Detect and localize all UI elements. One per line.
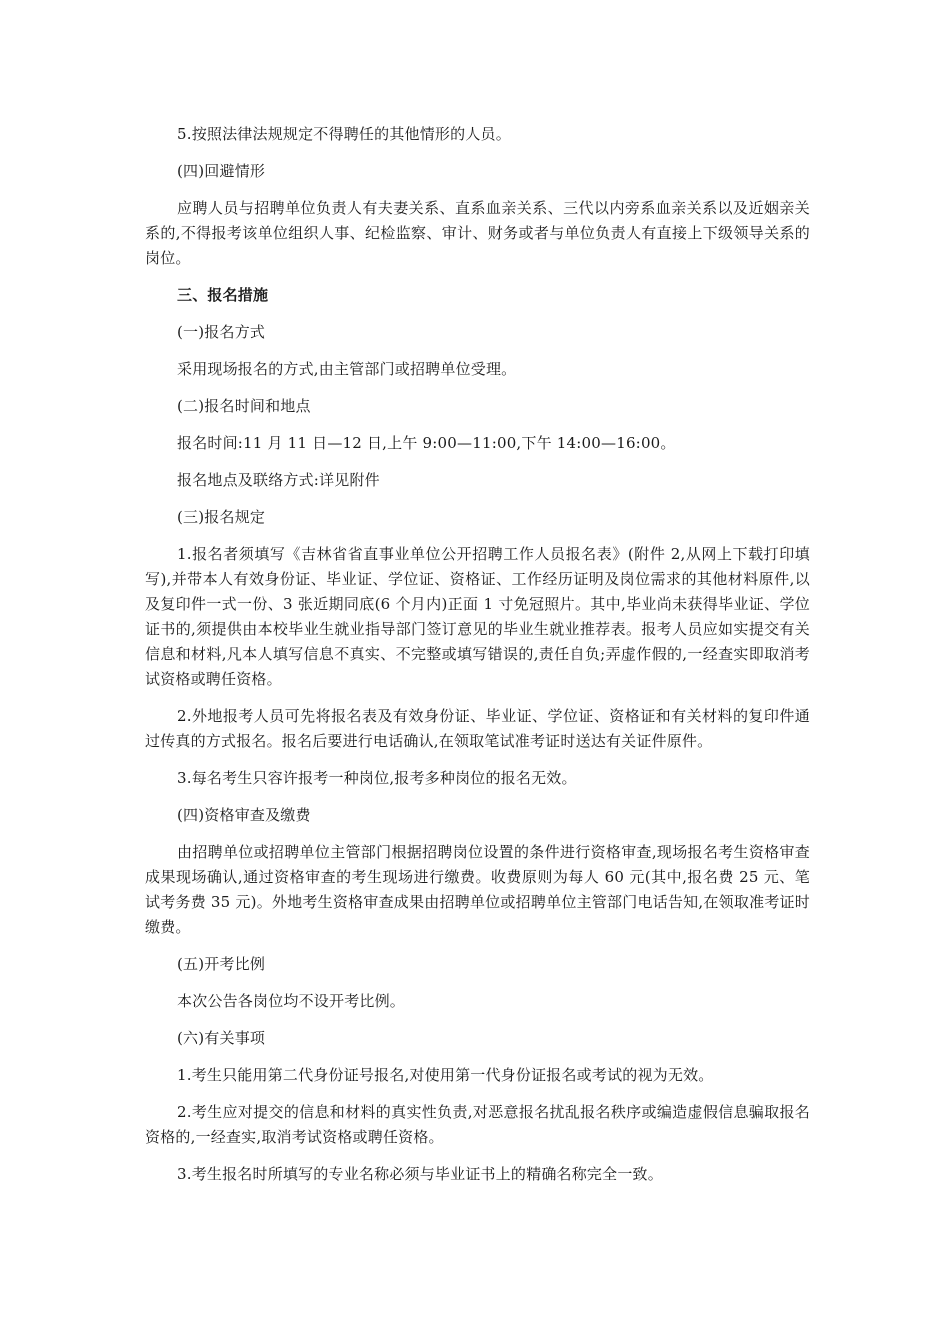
paragraph-registration-method: 采用现场报名的方式,由主管部门或招聘单位受理。 [177,360,517,378]
subheading-registration-method: (一)报名方式 [177,323,266,341]
subheading-time-place: (二)报名时间和地点 [177,397,311,415]
paragraph-rule-3: 3.每名考生只容许报考一种岗位,报考多种岗位的报名无效。 [177,769,577,787]
paragraph-matter-1: 1.考生只能用第二代身份证号报名,对使用第一代身份证报名或考试的视为无效。 [177,1066,714,1084]
section-heading-registration: 三、报名措施 [177,286,269,304]
paragraph-rule-2: 2.外地报考人员可先将报名表及有效身份证、毕业证、学位证、资格证和有关材料的复印件通过传真的方式报名。报名后要进行电话确认,在领取笔试准考证时送达有关证件原件。 [145,707,810,750]
paragraph-matter-2: 2.考生应对提交的信息和材料的真实性负责,对恶意报名扰乱报名秩序或编造虚假信息骗取报名资格的,一经查实,取消考试资格或聘任资格。 [145,1103,810,1146]
paragraph-exam-ratio: 本次公告各岗位均不设开考比例。 [177,992,406,1010]
subheading-exam-ratio: (五)开考比例 [177,955,266,973]
paragraph-registration-time: 报名时间:11 月 11 日—12 日,上午 9:00—11:00,下午 14:00—16:00。 [177,434,676,452]
subheading-review-fee: (四)资格审查及缴费 [177,806,311,824]
paragraph-review-fee: 由招聘单位或招聘单位主管部门根据招聘岗位设置的条件进行资格审查,现场报名考生资格审查成果现场确认,通过资格审查的考生现场进行缴费。收费原则为每人 60 元(其中,报名费 25 元、笔试考务费 35 元)。外地考生资格审查成果由招聘单位或招聘单位主管部门电话告知,在领取准考证时缴费。 [145,843,810,936]
document-body [145,122,810,1187]
subheading-avoidance: (四)回避情形 [177,162,266,180]
subheading-registration-rules: (三)报名规定 [177,508,266,526]
paragraph-item-5: 5.按照法律法规规定不得聘任的其他情形的人员。 [177,125,511,143]
paragraph-avoidance: 应聘人员与招聘单位负责人有夫妻关系、直系血亲关系、三代以内旁系血亲关系以及近姻亲关系的,不得报考该单位组织人事、纪检监察、审计、财务或者与单位负责人有直接上下级领导关系的岗位。 [145,199,810,267]
paragraph-rule-1: 1.报名者须填写《吉林省省直事业单位公开招聘工作人员报名表》(附件 2,从网上下载打印填写),并带本人有效身份证、毕业证、学位证、资格证、工作经历证明及岗位需求的其他材料原件,以及复印件一式一份、3 张近期同底(6 个月内)正面 1 寸免冠照片。其中,毕业尚未获得毕业证、学位证书的,须提供由本校毕业生就业指导部门签订意见的毕业生就业推荐表。报考人员应如实提交有关信息和材料,凡本人填写信息不真实、不完整或填写错误的,责任自负;弄虚作假的,一经查实即取消考试资格或聘任资格。 [145,545,810,688]
subheading-related-matters: (六)有关事项 [177,1029,266,1047]
paragraph-registration-place: 报名地点及联络方式:详见附件 [177,471,380,489]
paragraph-matter-3: 3.考生报名时所填写的专业名称必须与毕业证书上的精确名称完全一致。 [177,1165,663,1183]
